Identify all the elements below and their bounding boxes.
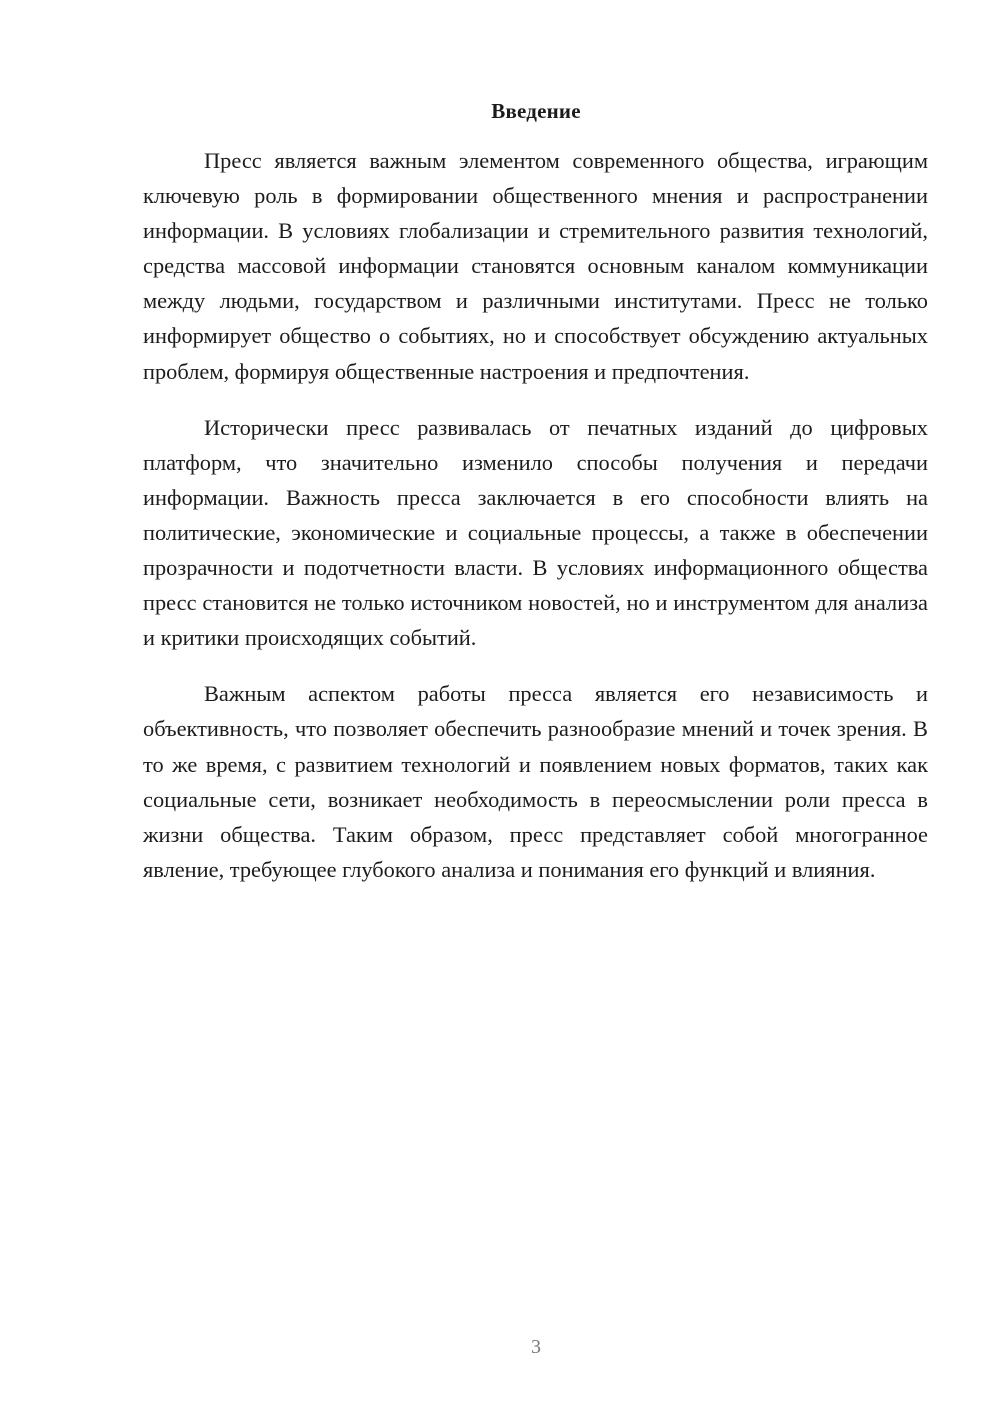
paragraph-3: Важным аспектом работы пресса является его независимость и объективность, что позволяет обеспечить разнообразие мнений и точек зрения. В то же время, с развитием технологий и появлением новых форматов, таких как социальные сети, возникает необходимость в переосмыслении роли пресса в жизни общества. Таким образом, пресс представляет собой многогранное явление, требующее глубокого анализа и понимания его функций и влияния.: [143, 681, 928, 882]
page-number: 3: [531, 1336, 541, 1358]
section-title: Введение: [491, 99, 581, 123]
paragraph-1: Пресс является важным элементом современного общества, играющим ключевую роль в формировании общественного мнения и распространении информации. В условиях глобализации и стремительного развития технологий, средства массовой информации становятся основным каналом коммуникации между людьми, государством и различными институтами. Пресс не только информирует общество о событиях, но и способствует обсуждению актуальных проблем, формируя общественные настроения и предпочтения.: [143, 148, 928, 384]
paragraph-2: Исторически пресс развивалась от печатных изданий до цифровых платформ, что значительно изменило способы получения и передачи информации. Важность пресса заключается в его способности влиять на политические, экономические и социальные процессы, а также в обеспечении прозрачности и подотчетности власти. В условиях информационного общества пресс становится не только источником новостей, но и инструментом для анализа и критики происходящих событий.: [143, 414, 928, 651]
document-body: [143, 143, 928, 908]
